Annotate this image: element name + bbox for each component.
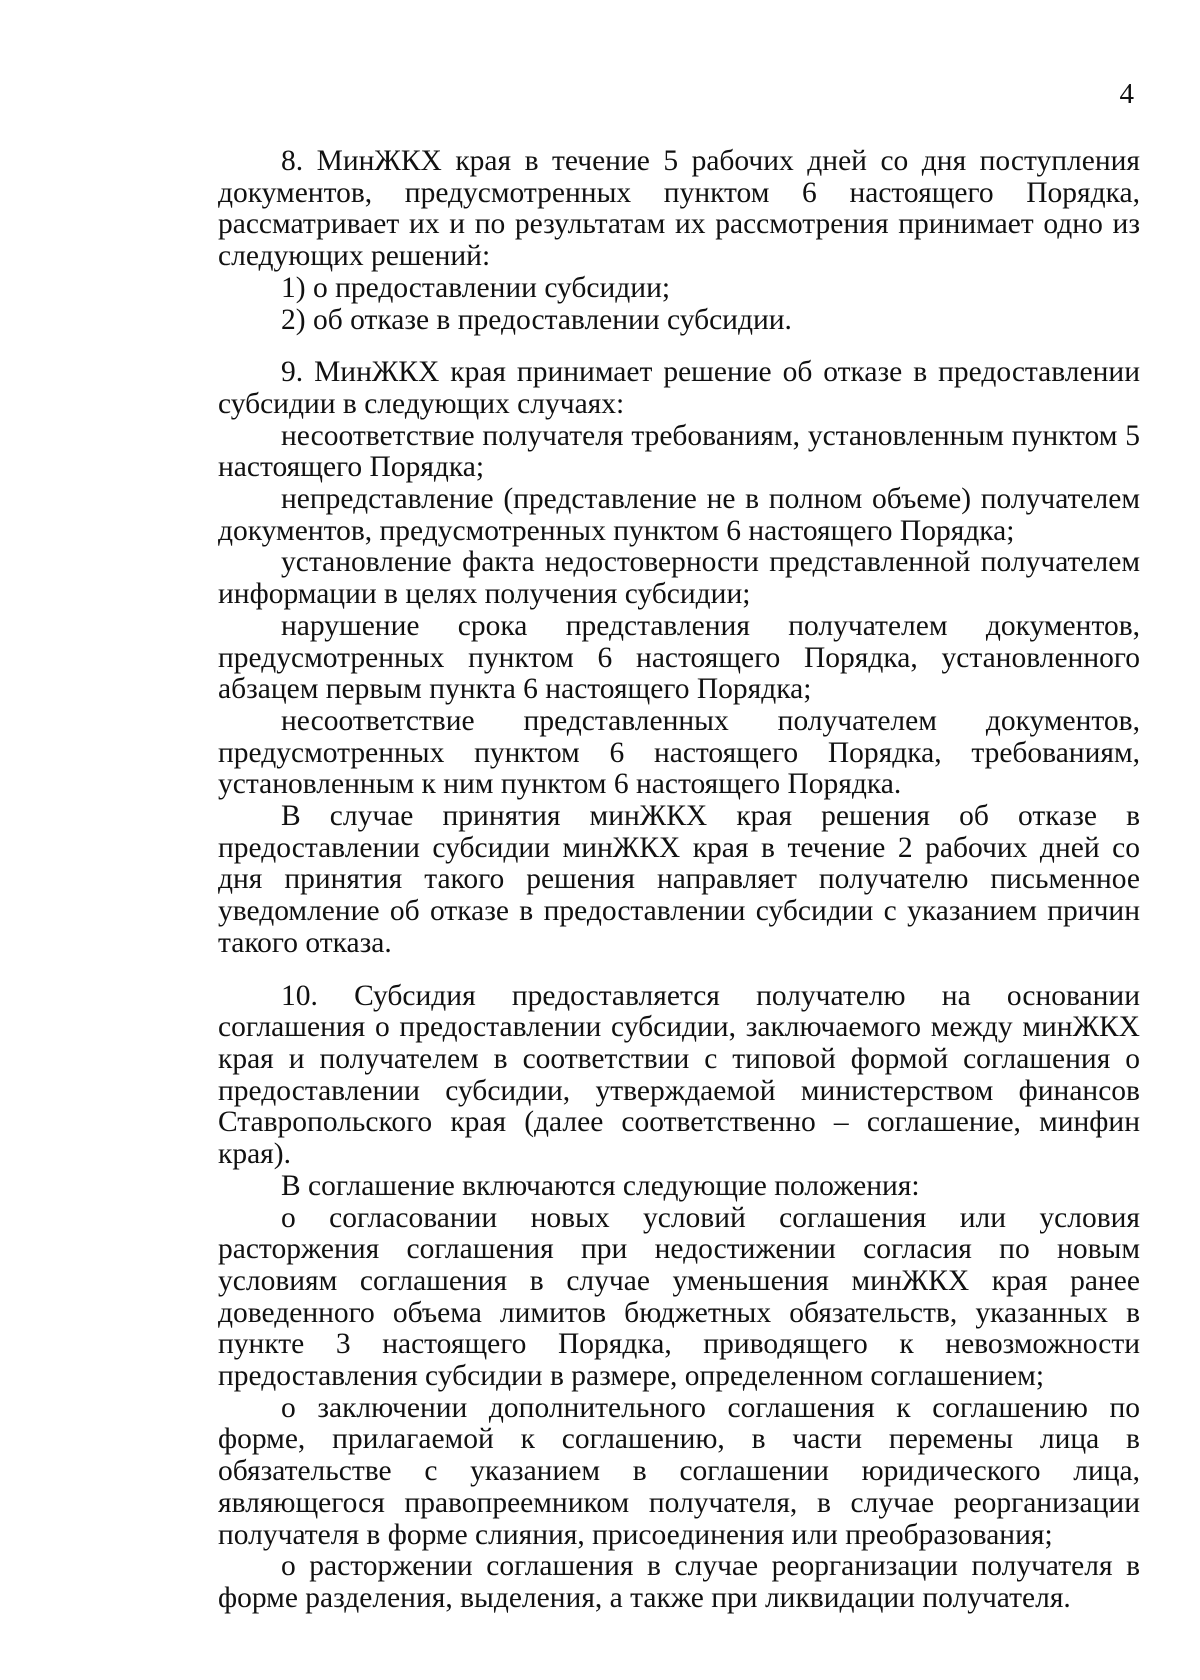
list-item: о заключении дополнительного соглашения к соглашению по форме, прилагаемой к соглашению, в части перемены лица в обязательстве с указанием в соглашении юридического лица, являющегося правопреемником получателя, в случае реорганизации получателя в форме слияния, присоединения или преобразования; <box>218 1391 1140 1551</box>
section-10 <box>218 981 1140 1615</box>
section-9 <box>218 357 1140 959</box>
list-item: 2) об отказе в предоставлении субсидии. <box>281 303 792 336</box>
list-item: несоответствие представленных получателем документов, предусмотренных пунктом 6 настоящего Порядка, требованиям, установленным к ним пунктом 6 настоящего Порядка. <box>218 704 1140 801</box>
list-item: 1) о предоставлении субсидии; <box>281 271 671 304</box>
section-8 <box>218 146 1140 336</box>
list-item: нарушение срока представления получателем документов, предусмотренных пунктом 6 настоящего Порядка, установленного абзацем первым пункта 6 настоящего Порядка; <box>218 609 1140 706</box>
paragraph: 9. МинЖКХ края принимает решение об отказе в предоставлении субсидии в следующих случаях: <box>218 356 1140 420</box>
page-number: 4 <box>1119 78 1134 110</box>
list-item: о согласовании новых условий соглашения или условия расторжения соглашения при недостижении согласия по новым условиям соглашения в случае уменьшения минЖКХ края ранее доведенного объема лимитов бюджетных обязательств, указанных в пункте 3 настоящего Порядка, приводящего к невозможности предоставления субсидии в размере, определенном соглашением; <box>218 1201 1140 1393</box>
paragraph: В соглашение включаются следующие положения: <box>281 1169 920 1202</box>
list-item: несоответствие получателя требованиям, установленным пунктом 5 настоящего Порядка; <box>218 419 1140 484</box>
document-body <box>218 146 1140 1615</box>
paragraph: 10. Субсидия предоставляется получателю на основании соглашения о предоставлении субсидии, заключаемого между минЖКХ края и получателем в соответствии с типовой формой соглашения о предоставлении субсидии, утверждаемой министерством финансов Ставропольского края (далее соответственно – соглашение, минфин края). <box>218 979 1140 1171</box>
paragraph: В случае принятия минЖКХ края решения об отказе в предоставлении субсидии минЖКХ края в течение 2 рабочих дней со дня принятия такого решения направляет получателю письменное уведомление об отказе в предоставлении субсидии с указанием причин такого отказа. <box>218 800 1140 959</box>
paragraph: 8. МинЖКХ края в течение 5 рабочих дней со дня поступления документов, предусмотренных пунктом 6 настоящего Порядка, рассматривает их и по результатам их рассмотрения принимает одно из следующих решений: <box>218 145 1140 273</box>
list-item: непредставление (представление не в полном объеме) получателем документов, предусмотренных пунктом 6 настоящего Порядка; <box>218 483 1140 547</box>
list-item: установление факта недостоверности представленной получателем информации в целях получения субсидии; <box>218 546 1140 611</box>
list-item: о расторжении соглашения в случае реорганизации получателя в форме разделения, выделения, а также при ликвидации получателя. <box>218 1550 1140 1614</box>
